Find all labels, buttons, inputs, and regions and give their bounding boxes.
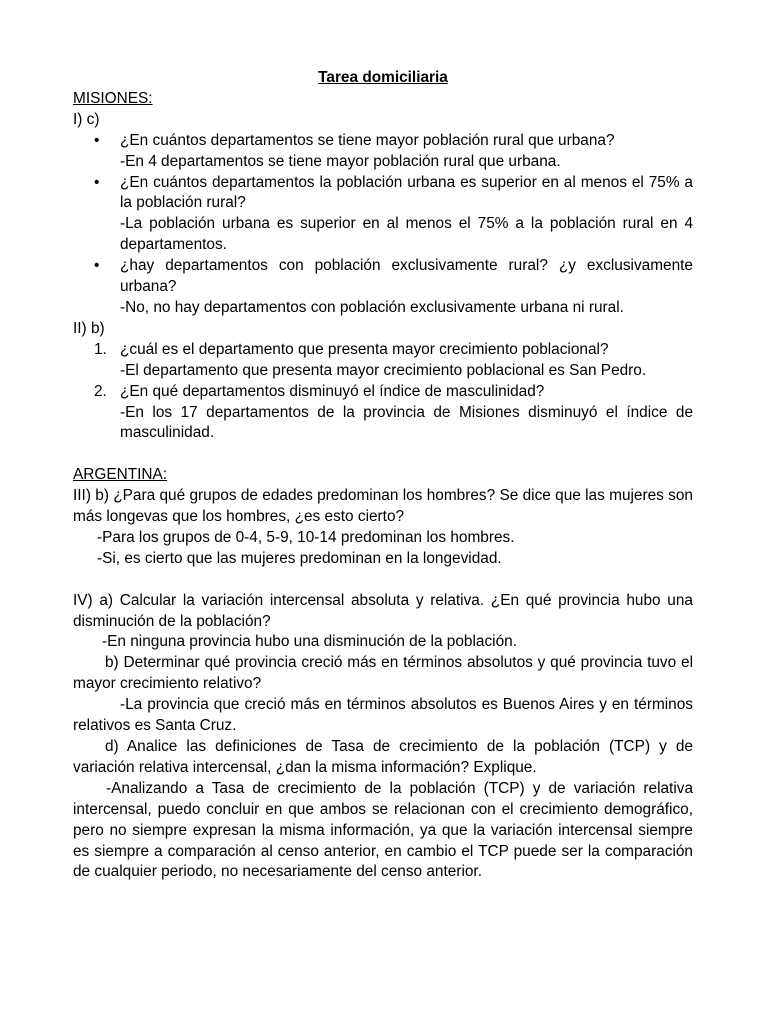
question-text: IV) a) Calcular la variación intercensal absoluta y relativa. ¿En qué provincia hubo una disminución de la población?	[73, 591, 693, 630]
answer-text: -No, no hay departamentos con población exclusivamente urbana ni rural.	[120, 298, 624, 316]
question-text: ¿En qué departamentos disminuyó el índice de masculinidad?	[120, 382, 545, 400]
answer-text: -La población urbana es superior en al menos el 75% a la población rural en 4 departamentos.	[120, 215, 693, 254]
document-page	[73, 68, 693, 883]
argentina-heading: ARGENTINA:	[73, 466, 168, 484]
answer-text: -El departamento que presenta mayor crecimiento poblacional es San Pedro.	[120, 361, 647, 379]
list-number: 2.	[94, 382, 107, 400]
bullet-icon: •	[94, 131, 100, 149]
part1-label: I) c)	[73, 110, 100, 128]
answer-text: -La provincia que creció más en términos absolutos es Buenos Aires y en términos relativos es Santa Cruz.	[73, 696, 693, 735]
question-text: ¿En cuántos departamentos se tiene mayor población rural que urbana?	[120, 131, 615, 149]
answer-text: -Para los grupos de 0-4, 5-9, 10-14 predominan los hombres.	[97, 528, 515, 546]
list-item	[73, 256, 693, 298]
bullet-icon: •	[94, 173, 100, 191]
document-title: Tarea domiciliaria	[318, 69, 448, 86]
list-item	[73, 382, 693, 403]
question-text: ¿hay departamentos con población exclusivamente rural? ¿y exclusivamente urbana?	[120, 257, 693, 296]
list-number: 1.	[94, 340, 107, 358]
list-item	[73, 173, 693, 215]
question-text: ¿cuál es el departamento que presenta mayor crecimiento poblacional?	[120, 340, 609, 358]
list-item	[73, 340, 693, 361]
question-text: ¿En cuántos departamentos la población urbana es superior en al menos el 75% a la población rural?	[120, 173, 693, 212]
question-text: b) Determinar qué provincia creció más en términos absolutos y qué provincia tuvo el mayor crecimiento relativo?	[73, 654, 693, 693]
bullet-icon: •	[94, 257, 100, 275]
answer-text: -En ninguna provincia hubo una disminución de la población.	[102, 633, 517, 651]
answer-text: -Si, es cierto que las mujeres predominan en la longevidad.	[97, 549, 502, 567]
question-text: III) b) ¿Para qué grupos de edades predominan los hombres? Se dice que las mujeres son más longevas que los hombres, ¿es esto cierto?	[73, 487, 693, 526]
list-item	[73, 131, 693, 152]
part2-label: II) b)	[73, 319, 105, 337]
misiones-heading: MISIONES:	[73, 89, 153, 107]
answer-text: -Analizando a Tasa de crecimiento de la población (TCP) y de variación relativa intercensal, puedo concluir en que ambos se relacionan con el crecimiento demográfico, pero no siempre expresan la misma información, ya que la variación intercensal siempre es siempre a comparación al censo anterior, en cambio el TCP puede ser la comparación de cualquier periodo, no necesariamente del censo anterior.	[73, 779, 693, 881]
question-text: d) Analice las definiciones de Tasa de crecimiento de la población (TCP) y de variación relativa intercensal, ¿dan la misma información? Explique.	[73, 737, 693, 776]
answer-text: -En 4 departamentos se tiene mayor población rural que urbana.	[120, 152, 561, 170]
answer-text: -En los 17 departamentos de la provincia de Misiones disminuyó el índice de masculinidad.	[120, 403, 693, 442]
